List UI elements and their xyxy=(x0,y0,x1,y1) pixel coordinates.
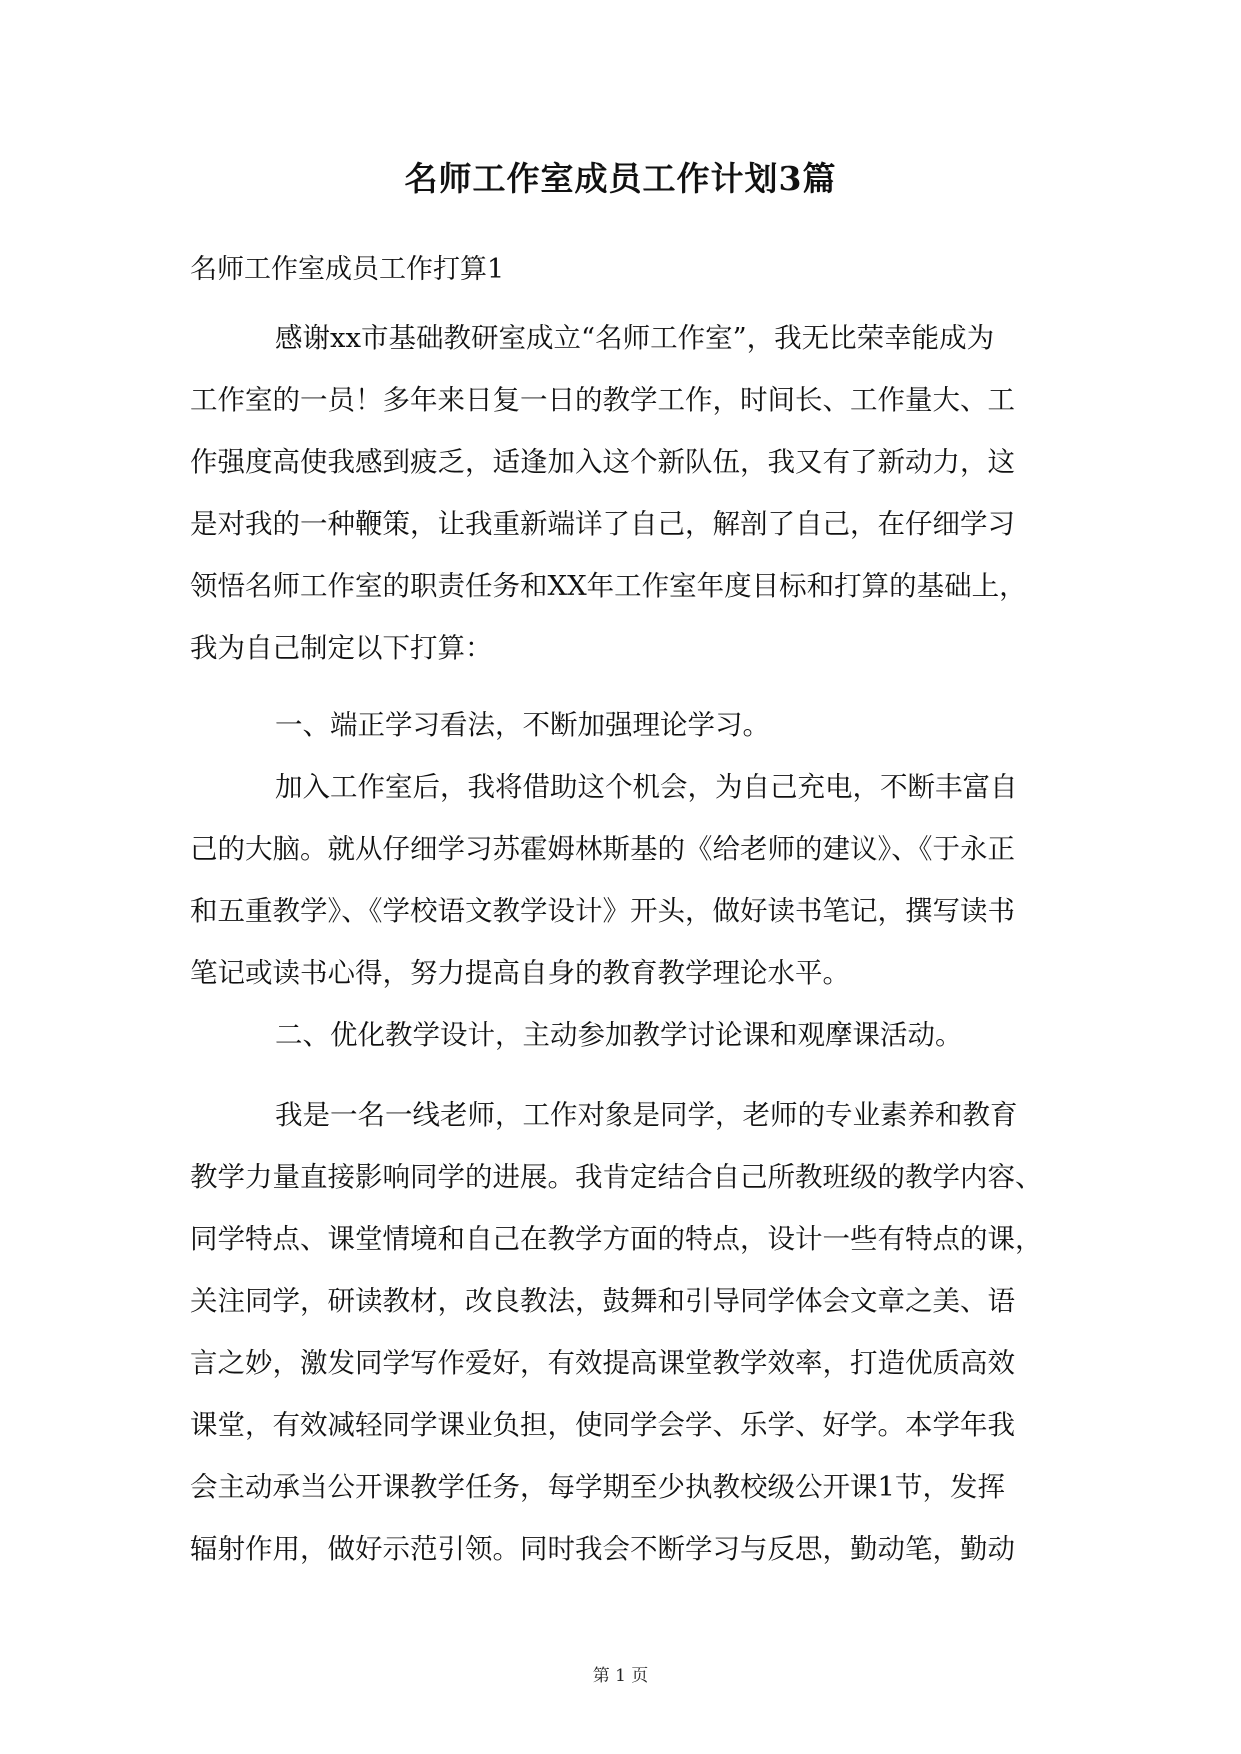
text-line: 同学特点、课堂情境和自己在教学方面的特点，设计一些有特点的课， xyxy=(190,1223,1043,1255)
paragraph-block-teaching xyxy=(190,1084,1050,1580)
text-line: 感谢xx市基础教研室成立“名师工作室”，我无比荣幸能成为 xyxy=(275,322,995,354)
section-title: 名师工作室成员工作打算1 xyxy=(190,254,505,285)
text-line-heading-2: 二、优化教学设计，主动参加教学讨论课和观摩课活动。 xyxy=(275,1019,963,1051)
text-line: 会主动承当公开课教学任务，每学期至少执教校级公开课1节，发挥 xyxy=(190,1471,1005,1503)
text-line: 我是一名一线老师，工作对象是同学，老师的专业素养和教育 xyxy=(275,1099,1018,1131)
text-line: 领悟名师工作室的职责任务和XX年工作室年度目标和打算的基础上， xyxy=(190,570,1027,602)
page-number: 第 1 页 xyxy=(592,1666,649,1686)
text-line: 课堂，有效减轻同学课业负担，使同学会学、乐学、好学。本学年我 xyxy=(190,1409,1015,1441)
text-line: 加入工作室后，我将借助这个机会，为自己充电，不断丰富自 xyxy=(275,771,1018,803)
text-line: 言之妙，激发同学写作爱好，有效提高课堂教学效率，打造优质高效 xyxy=(190,1347,1015,1379)
paragraph-block-intro xyxy=(190,307,1050,679)
paragraph-block-theory xyxy=(190,694,1050,1066)
text-line: 己的大脑。就从仔细学习苏霍姆林斯基的《给老师的建议》、《于永正 xyxy=(190,833,1015,865)
text-line: 是对我的一种鞭策，让我重新端详了自己，解剖了自己，在仔细学习 xyxy=(190,508,1015,540)
text-line: 作强度高使我感到疲乏，适逢加入这个新队伍，我又有了新动力，这 xyxy=(190,446,1015,478)
text-line: 和五重教学》、《学校语文教学设计》开头，做好读书笔记，撰写读书 xyxy=(190,895,1015,927)
text-line: 教学力量直接影响同学的进展。我肯定结合自己所教班级的教学内容、 xyxy=(190,1161,1043,1193)
text-line: 工作室的一员！多年来日复一日的教学工作，时间长、工作量大、工 xyxy=(190,384,1015,416)
text-line-heading-1: 一、端正学习看法，不断加强理论学习。 xyxy=(275,709,770,741)
text-line: 我为自己制定以下打算： xyxy=(190,632,493,664)
text-line: 笔记或读书心得，努力提高自身的教育教学理论水平。 xyxy=(190,957,850,989)
text-line: 辐射作用，做好示范引领。同时我会不断学习与反思，勤动笔，勤动 xyxy=(190,1533,1015,1565)
document-title: 名师工作室成员工作计划3篇 xyxy=(404,159,837,198)
text-line: 关注同学，研读教材，改良教法，鼓舞和引导同学体会文章之美、语 xyxy=(190,1285,1015,1317)
